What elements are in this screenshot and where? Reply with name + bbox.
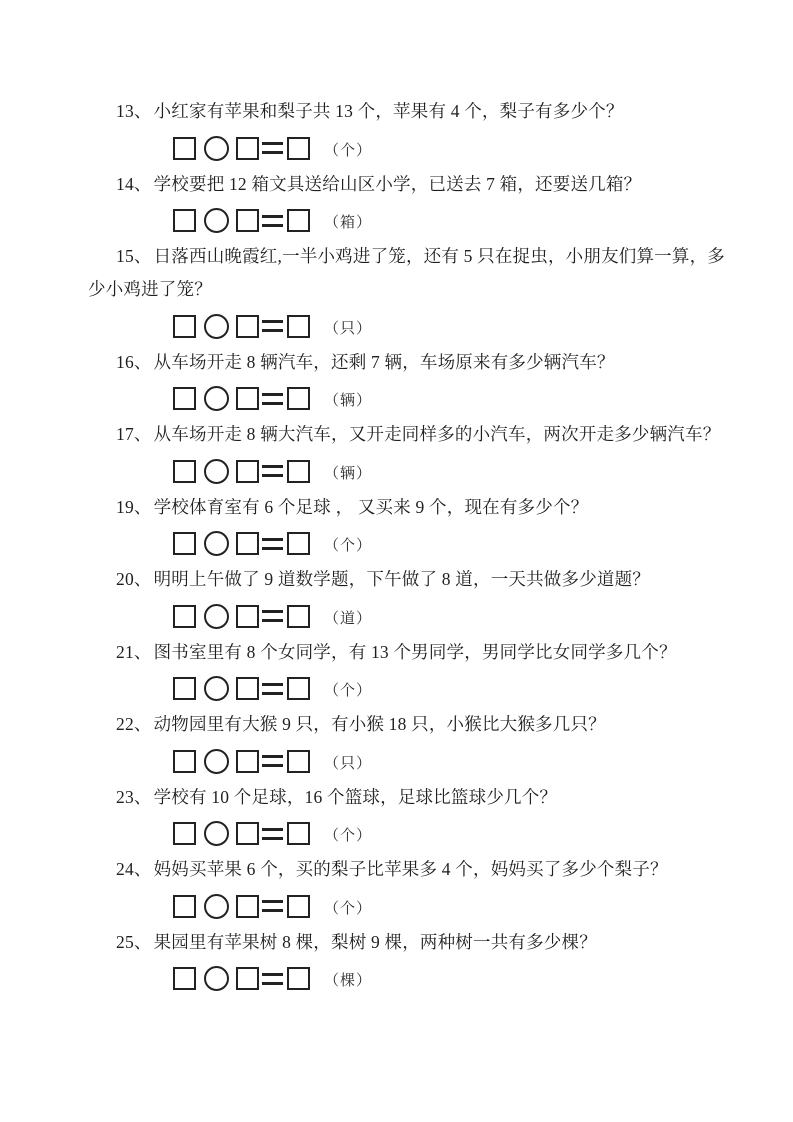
blank-square-operand-1-icon <box>173 822 196 845</box>
operator-circle-icon <box>204 676 229 701</box>
operator-circle-icon <box>204 604 229 629</box>
answer-equation-row <box>173 820 728 848</box>
problem-text: 明明上午做了 9 道数学题，下午做了 8 道，一天共做多少道题？ <box>153 569 651 589</box>
blank-square-result-icon <box>287 605 310 628</box>
problem-statement <box>88 563 728 596</box>
problem-text: 妈妈买苹果 6 个，买的梨子比苹果多 4 个，妈妈买了多少个梨子？ <box>153 859 668 879</box>
problem-block <box>88 853 728 920</box>
blank-square-result-icon <box>287 895 310 918</box>
answer-equation-row <box>173 747 728 775</box>
equals-sign-icon <box>262 900 283 912</box>
operator-circle-icon <box>204 136 229 161</box>
problem-statement <box>88 346 728 379</box>
problems-list <box>88 95 728 993</box>
problem-text: 图书室里有 8 个女同学，有 13 个男同学，男同学比女同学多几个？ <box>153 641 677 662</box>
problem-text: 日落西山晚霞红,一半小鸡进了笼，还有 5 只在捉虫，小朋友们算一算，多少小鸡进了笼？ <box>88 246 725 299</box>
answer-equation-row <box>173 965 728 993</box>
problem-block <box>88 636 728 703</box>
problem-text: 学校有 10 个足球，16 个篮球，足球比篮球少几个？ <box>153 786 558 807</box>
equals-sign-icon <box>262 973 283 985</box>
operator-circle-icon <box>204 386 229 411</box>
blank-square-operand-2-icon <box>236 137 259 160</box>
problem-text: 小红家有苹果和梨子共 13 个，苹果有 4 个，梨子有多少个？ <box>153 101 624 121</box>
problem-statement <box>88 781 728 814</box>
operator-circle-icon <box>204 894 229 919</box>
answer-unit-label: （个） <box>324 142 373 159</box>
blank-square-result-icon <box>287 315 310 338</box>
answer-unit-label: （辆） <box>324 393 373 409</box>
blank-square-operand-2-icon <box>236 677 259 700</box>
blank-square-result-icon <box>287 460 310 483</box>
equals-sign-icon <box>262 142 283 154</box>
answer-unit-label: （辆） <box>324 465 373 482</box>
problem-number: 14、 <box>116 173 152 194</box>
operator-circle-icon <box>204 459 229 484</box>
blank-square-operand-1-icon <box>173 532 196 555</box>
problem-statement <box>88 95 728 128</box>
problem-block <box>88 926 728 993</box>
equals-sign-icon <box>262 538 283 550</box>
blank-square-result-icon <box>287 137 310 160</box>
answer-equation-row <box>173 207 728 235</box>
problem-statement <box>88 926 728 959</box>
answer-equation-row <box>173 675 728 703</box>
blank-square-result-icon <box>287 677 310 700</box>
equals-sign-icon <box>262 320 283 332</box>
blank-square-result-icon <box>287 387 310 410</box>
blank-square-operand-2-icon <box>236 387 259 410</box>
answer-equation-row <box>173 457 728 485</box>
blank-square-operand-2-icon <box>236 822 259 845</box>
problem-number: 25、 <box>116 931 152 952</box>
problem-statement <box>88 491 728 524</box>
problem-block <box>88 240 728 340</box>
blank-square-operand-1-icon <box>173 209 196 232</box>
blank-square-operand-2-icon <box>236 532 259 555</box>
problem-statement <box>88 168 728 201</box>
problem-block <box>88 346 728 413</box>
answer-equation-row <box>173 602 728 630</box>
blank-square-operand-1-icon <box>173 677 196 700</box>
blank-square-operand-2-icon <box>236 895 259 918</box>
problem-statement <box>88 240 728 306</box>
blank-square-operand-1-icon <box>173 387 196 410</box>
problem-block <box>88 168 728 235</box>
answer-equation-row <box>173 134 728 162</box>
answer-unit-label: （个） <box>324 900 373 917</box>
problem-number: 19、 <box>116 496 152 517</box>
problem-text: 从车场开走 8 辆汽车，还剩 7 辆，车场原来有多少辆汽车？ <box>153 351 615 372</box>
problem-number: 16、 <box>116 351 152 372</box>
answer-unit-label: （箱） <box>324 215 373 231</box>
blank-square-operand-2-icon <box>236 460 259 483</box>
problem-statement <box>88 853 728 886</box>
answer-unit-label: （只） <box>324 320 373 337</box>
problem-number: 17、 <box>116 424 152 444</box>
problem-block <box>88 781 728 848</box>
problem-text: 从车场开走 8 辆大汽车，又开走同样多的小汽车，两次开走多少辆汽车？ <box>153 424 721 444</box>
blank-square-operand-1-icon <box>173 967 196 990</box>
blank-square-result-icon <box>287 822 310 845</box>
problem-text: 动物园里有大猴 9 只，有小猴 18 只，小猴比大猴多几只？ <box>153 714 606 734</box>
operator-circle-icon <box>204 966 229 991</box>
answer-unit-label: （只） <box>324 755 373 772</box>
answer-equation-row <box>173 385 728 413</box>
blank-square-operand-1-icon <box>173 460 196 483</box>
answer-unit-label: （棵） <box>324 973 373 989</box>
problem-number: 24、 <box>116 859 152 879</box>
problem-block <box>88 708 728 775</box>
blank-square-operand-1-icon <box>173 750 196 773</box>
problem-number: 15、 <box>116 246 152 266</box>
problem-statement <box>88 418 728 451</box>
answer-equation-row <box>173 312 728 340</box>
equals-sign-icon <box>262 465 283 477</box>
blank-square-operand-1-icon <box>173 605 196 628</box>
problem-block <box>88 418 728 485</box>
equals-sign-icon <box>262 393 283 405</box>
blank-square-operand-1-icon <box>173 137 196 160</box>
problem-number: 22、 <box>116 714 152 734</box>
problem-block <box>88 563 728 630</box>
blank-square-operand-1-icon <box>173 895 196 918</box>
blank-square-result-icon <box>287 209 310 232</box>
problem-text: 果园里有苹果树 8 棵，梨树 9 棵，两种树一共有多少棵？ <box>153 931 597 952</box>
operator-circle-icon <box>204 208 229 233</box>
problem-number: 23、 <box>116 786 152 807</box>
blank-square-result-icon <box>287 532 310 555</box>
blank-square-operand-1-icon <box>173 315 196 338</box>
equals-sign-icon <box>262 683 283 695</box>
blank-square-result-icon <box>287 750 310 773</box>
problem-statement <box>88 708 728 741</box>
problem-text: 学校要把 12 箱文具送给山区小学，已送去 7 箱，还要送几箱？ <box>153 173 642 194</box>
equals-sign-icon <box>262 215 283 227</box>
answer-equation-row <box>173 892 728 920</box>
answer-equation-row <box>173 530 728 558</box>
blank-square-result-icon <box>287 967 310 990</box>
answer-unit-label: （个） <box>324 828 373 844</box>
answer-unit-label: （个） <box>324 538 373 554</box>
blank-square-operand-2-icon <box>236 967 259 990</box>
operator-circle-icon <box>204 821 229 846</box>
blank-square-operand-2-icon <box>236 750 259 773</box>
blank-square-operand-2-icon <box>236 209 259 232</box>
problem-number: 13、 <box>116 101 152 121</box>
problem-text: 学校体育室有 6 个足球 ， 又买来 9 个，现在有多少个？ <box>153 496 589 517</box>
operator-circle-icon <box>204 531 229 556</box>
problem-number: 20、 <box>116 569 152 589</box>
blank-square-operand-2-icon <box>236 315 259 338</box>
operator-circle-icon <box>204 749 229 774</box>
answer-unit-label: （道） <box>324 610 373 627</box>
equals-sign-icon <box>262 828 283 840</box>
problem-number: 21、 <box>116 641 152 662</box>
operator-circle-icon <box>204 314 229 339</box>
blank-square-operand-2-icon <box>236 605 259 628</box>
equals-sign-icon <box>262 610 283 622</box>
equals-sign-icon <box>262 755 283 767</box>
problem-block <box>88 491 728 558</box>
problem-block <box>88 95 728 162</box>
answer-unit-label: （个） <box>324 683 373 699</box>
problem-statement <box>88 636 728 669</box>
